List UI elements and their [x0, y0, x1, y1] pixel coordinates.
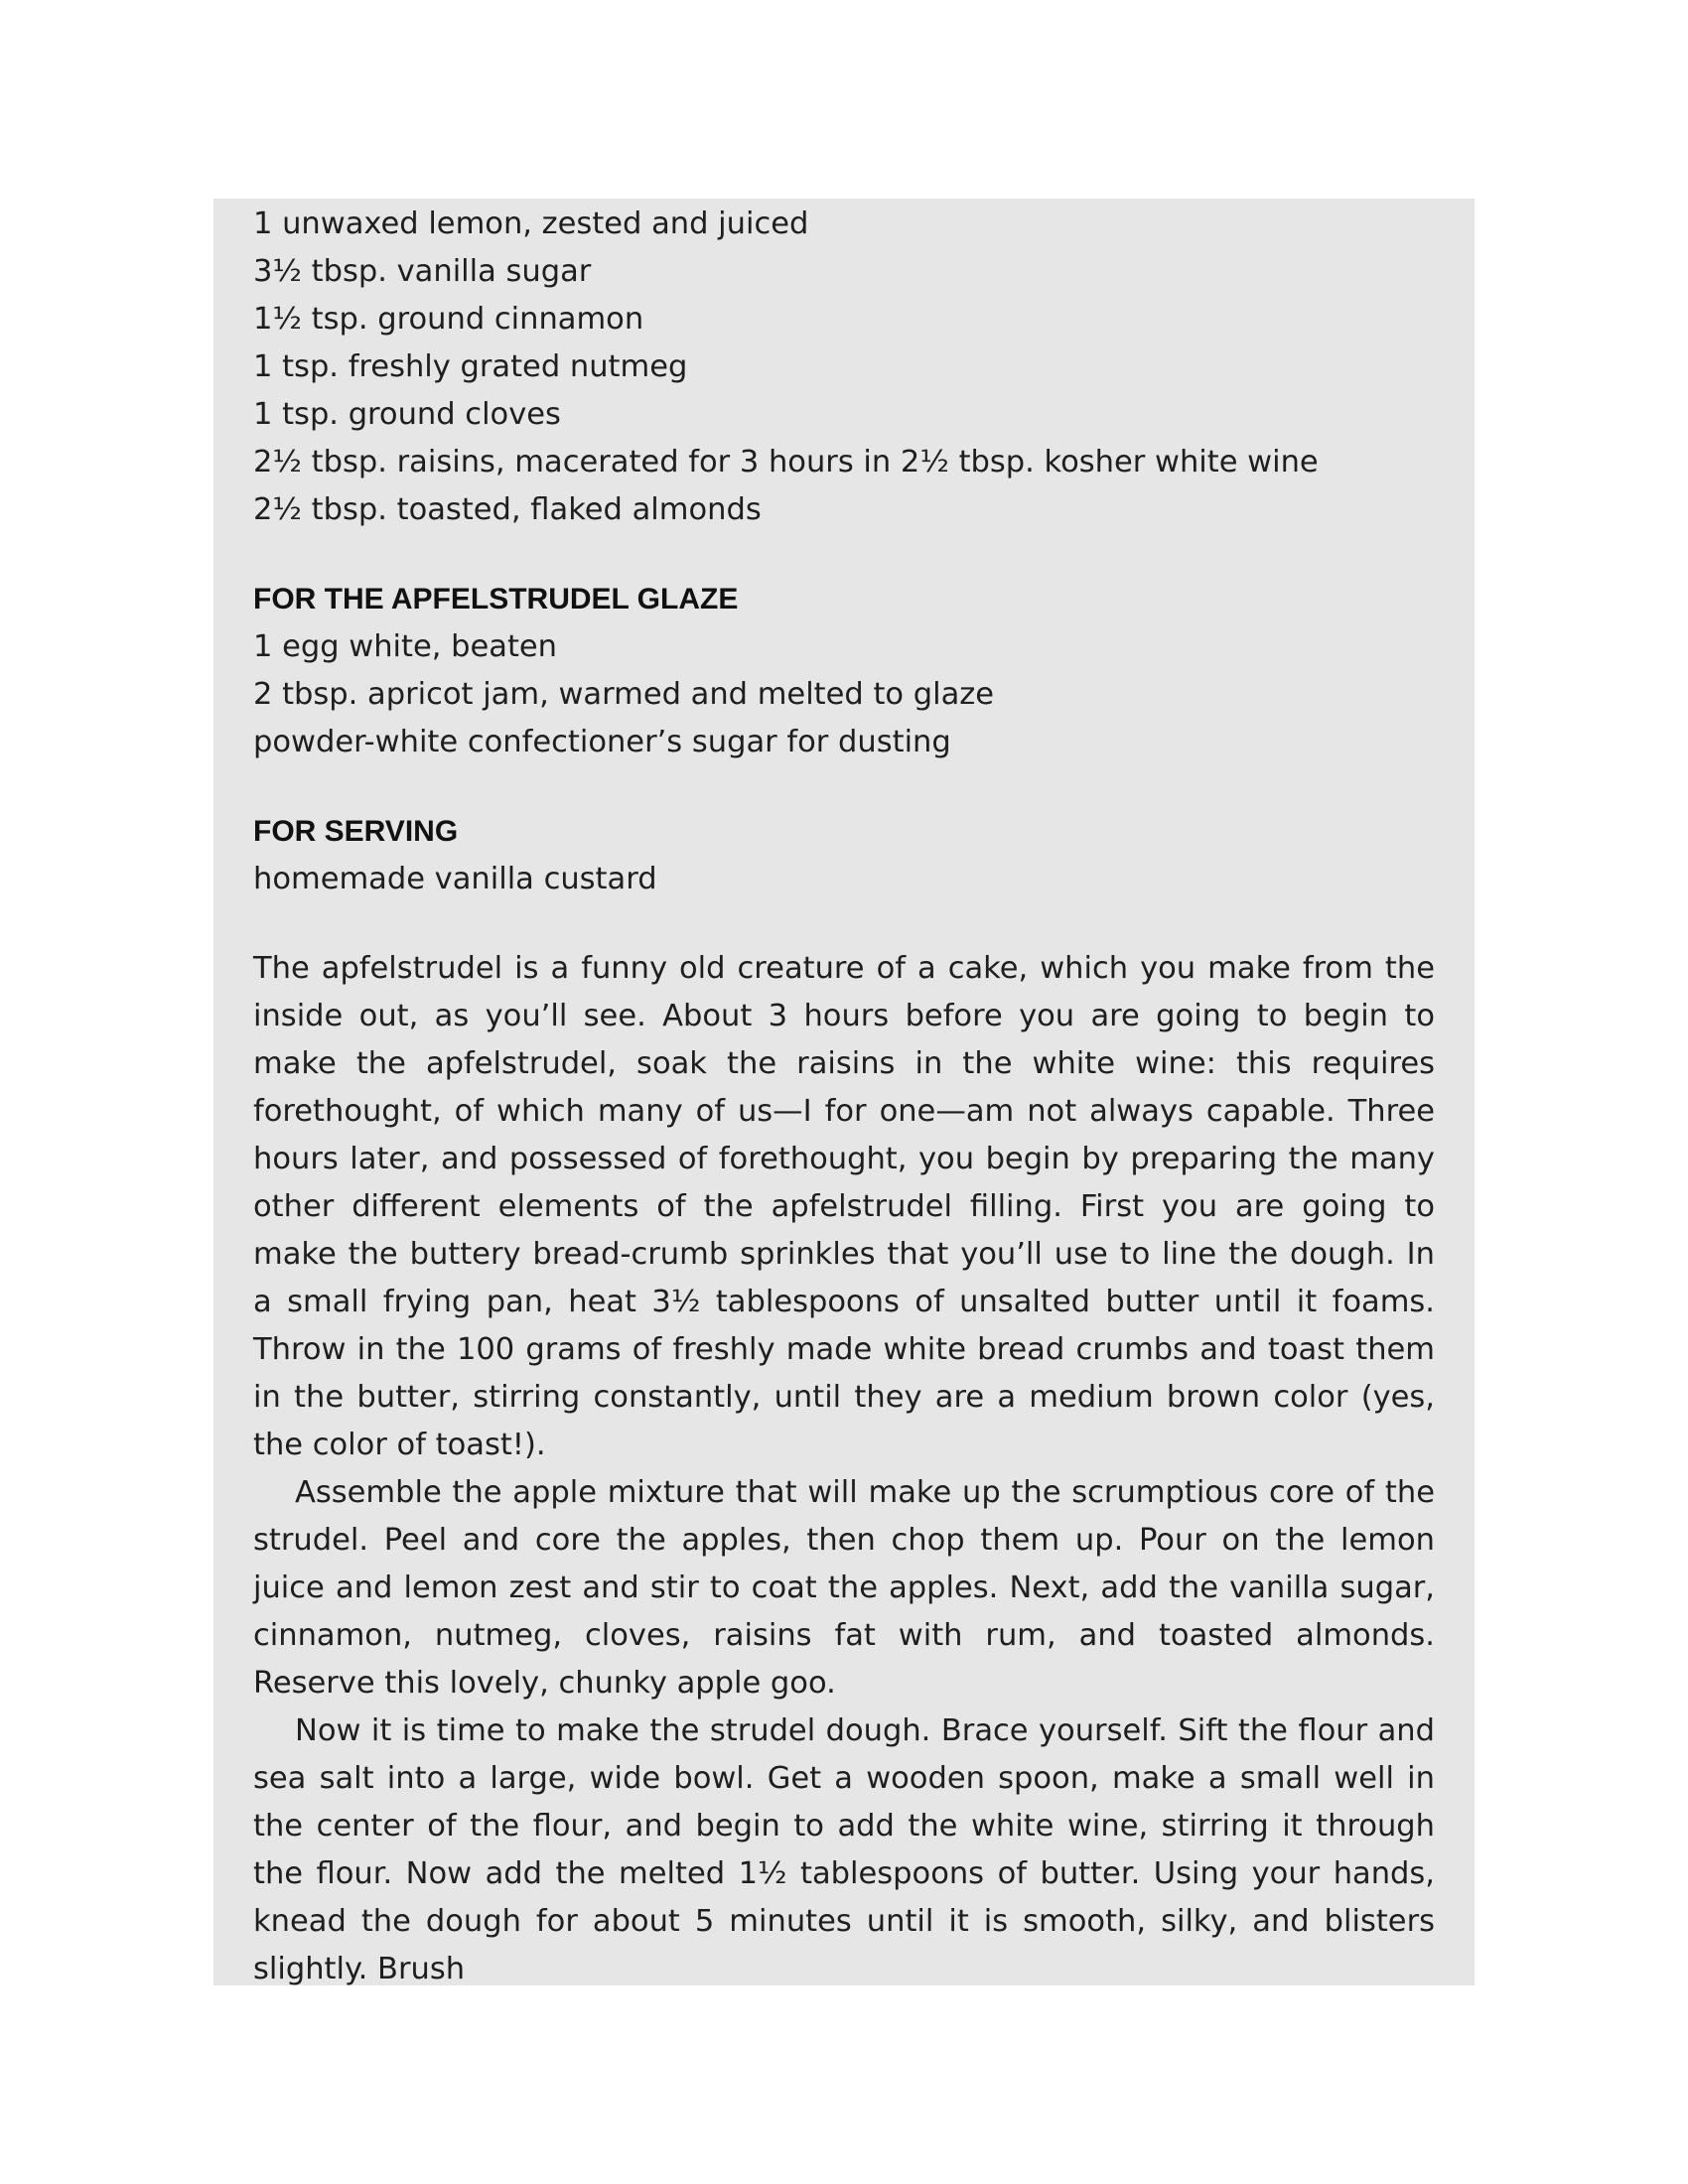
glaze-item: 2 tbsp. apricot jam, warmed and melted to glaze	[253, 677, 995, 712]
glaze-section	[253, 576, 1435, 766]
serving-section	[253, 808, 1435, 903]
method-text	[253, 945, 1435, 1993]
glaze-heading: FOR THE APFELSTRUDEL GLAZE	[253, 583, 739, 615]
ingredient-item: 2½ tbsp. toasted, flaked almonds	[253, 492, 762, 527]
ingredient-item: 1 unwaxed lemon, zested and juiced	[253, 206, 809, 241]
method-paragraph: Assemble the apple mixture that will make up the scrumptious core of the strudel. Peel and core the apples, then chop them up. Pour on the lemon juice and lemon zest and stir to coat the apples. Next, add the vanilla sugar, cinnamon, nutmeg, cloves, raisins fat with rum, and toasted almonds. Reserve this lovely, chunky apple goo.	[253, 1475, 1435, 1701]
method-paragraph: Now it is time to make the strudel dough. Brace yourself. Sift the flour and sea salt into a large, wide bowl. Get a wooden spoon, make a small well in the center of the flour, and begin to add the white wine, stirring it through the flour. Now add the melted 1½ tablespoons of butter. Using your hands, knead the dough for about 5 minutes until it is smooth, silky, and blisters slightly. Brush	[253, 1713, 1435, 1986]
ingredient-item: 2½ tbsp. raisins, macerated for 3 hours in 2½ tbsp. kosher white wine	[253, 445, 1319, 479]
serving-heading: FOR SERVING	[253, 815, 459, 848]
recipe-content	[253, 201, 1435, 1993]
ingredient-item: 1 tsp. ground cloves	[253, 397, 561, 432]
ingredient-item: 1½ tsp. ground cinnamon	[253, 302, 644, 337]
serving-item: homemade vanilla custard	[253, 862, 657, 896]
method-paragraph: The apfelstrudel is a funny old creature of a cake, which you make from the inside out, as you’ll see. About 3 hours before you are going to begin to make the apfelstrudel, soak the raisins in the white wine: this requires forethought, of which many of us—I for one—am not always capable. Three hours later, and possessed of forethought, you begin by preparing the many other different elements of the apfelstrudel filling. First you are going to make the buttery bread-crumb sprinkles that you’ll use to line the dough. In a small frying pan, heat 3½ tablespoons of unsalted butter until it foams. Throw in the 100 grams of freshly made white bread crumbs and toast them in the butter, stirring constantly, until they are a medium brown color (yes, the color of toast!).	[253, 951, 1435, 1462]
ingredient-list	[253, 201, 1435, 534]
glaze-item: 1 egg white, beaten	[253, 629, 558, 664]
ingredient-item: 1 tsp. freshly grated nutmeg	[253, 349, 688, 384]
ingredient-item: 3½ tbsp. vanilla sugar	[253, 254, 592, 289]
glaze-item: powder-white confectioner’s sugar for dusting	[253, 725, 951, 759]
